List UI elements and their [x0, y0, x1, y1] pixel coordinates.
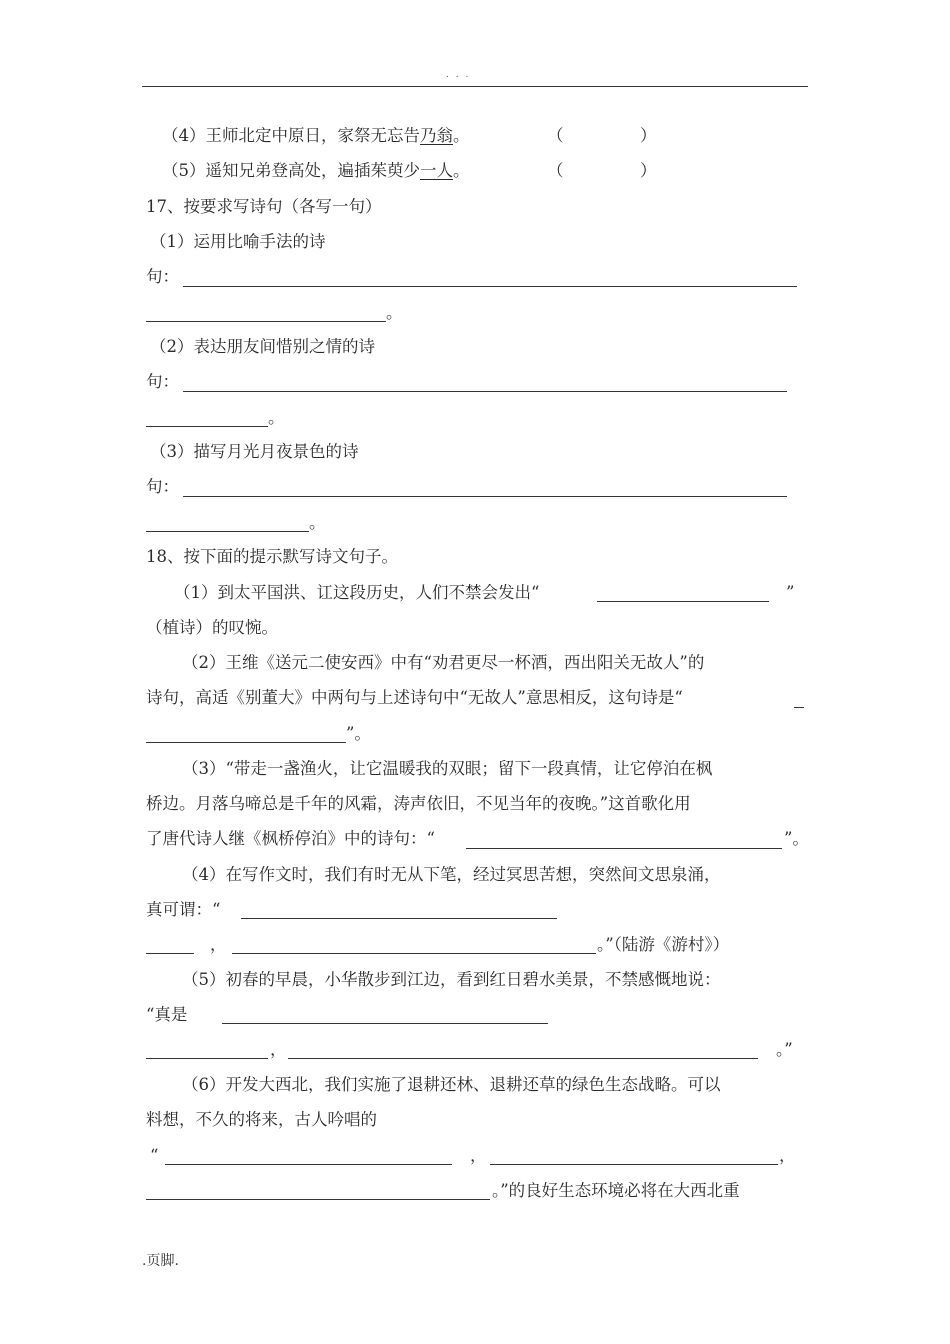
q17-sub2: （2）表达朋友间惜别之情的诗	[150, 337, 375, 356]
q18-p2b: 诗句，高适《别董大》中两句与上述诗句中“无故人”意思相反，这句诗是“	[146, 688, 683, 707]
q16-item4-underlined: 乃翁	[420, 126, 453, 145]
q18-p6e: ，	[779, 1146, 796, 1165]
q18-p3b: 桥边。月落乌啼总是千年的风霜，涛声依旧，不见当年的夜晚。”这首歌化用	[146, 794, 691, 813]
q18-p3c: 了唐代诗人继《枫桥停泊》中的诗句：“	[146, 829, 435, 848]
q17-ju1: 句：	[146, 267, 179, 286]
q17-sub1: （1）运用比喻手法的诗	[150, 232, 326, 251]
page-footer: .页脚.	[142, 1253, 179, 1269]
q17-sub3: （3）描写月光月夜景色的诗	[150, 442, 359, 461]
q18-p1-blank[interactable]	[597, 601, 769, 602]
q17-ju3: 句：	[146, 477, 179, 496]
q18-p6-blank2[interactable]	[490, 1164, 778, 1165]
q18-p3d: ”。	[784, 829, 809, 848]
q17-end1: 。	[386, 303, 403, 322]
q16-item5: （5）遥知兄弟登高处，遍插茱萸少一人。	[162, 161, 470, 180]
q16-item4: （4）王师北定中原日，家祭无忘告乃翁。	[162, 126, 470, 145]
q18-p6a: （6）开发大西北，我们实施了退耕还林、退耕还草的绿色生态战略。可以	[182, 1075, 721, 1094]
q18-p5a: （5）初春的早晨，小华散步到江边，看到红日碧水美景，不禁感慨地说：	[182, 970, 721, 989]
q17-answer3-line1[interactable]	[183, 496, 787, 497]
q17-answer2-line2[interactable]	[146, 426, 268, 427]
q17-answer2-line1[interactable]	[183, 391, 787, 392]
q17-end3: 。	[309, 513, 326, 532]
q18-p2a: （2）王维《送元二使安西》中有“劝君更尽一杯酒，西出阳关无故人”的	[182, 653, 705, 672]
q18-p2c: ”。	[346, 724, 371, 743]
header-dots: . . .	[446, 70, 471, 80]
q18-p4-blank2[interactable]	[146, 953, 194, 954]
q17-answer1-line2[interactable]	[146, 321, 386, 322]
q18-p1b: ”	[786, 583, 795, 602]
q18-p1a: （1）到太平国洪、讧这段历史，人们不禁会发出“	[174, 583, 540, 602]
q16-item5-paren-close: ）	[640, 161, 657, 180]
q18-p3-blank[interactable]	[466, 848, 782, 849]
q18-p6b: 料想，不久的将来，古人吟唱的	[146, 1110, 377, 1129]
q16-item4-paren-close: ）	[640, 126, 657, 145]
q17-ju2: 句：	[146, 372, 179, 391]
q18-p4a: （4）在写作文时，我们有时无从下笔，经过冥思苦想，突然间文思泉涌，	[182, 865, 721, 884]
q18-p6-blank1[interactable]	[165, 1164, 452, 1165]
q18-p6d: ，	[470, 1146, 487, 1165]
q18-p2-blank-start[interactable]	[794, 707, 804, 708]
q18-p5-blank3[interactable]	[288, 1058, 758, 1059]
q18-p6c: “	[150, 1146, 159, 1165]
q18-p2-blank[interactable]	[146, 742, 346, 743]
q18-p4-blank1[interactable]	[241, 918, 557, 919]
q17-end2: 。	[268, 408, 285, 427]
q16-item4-paren-open: （	[547, 126, 564, 145]
q18-p6f: 。”的良好生态环境必将在大西北重	[492, 1181, 740, 1200]
q18-p4b: 真可谓：“	[146, 900, 221, 919]
q17-answer1-line1[interactable]	[183, 286, 797, 287]
q18-p4c: ，	[210, 935, 227, 954]
q18-p3a: （3）“带走一盏渔火，让它温暖我的双眼；留下一段真情，让它停泊在枫	[182, 759, 713, 778]
q18-p4d: 。”（陆游《游村》）	[597, 935, 730, 954]
q18-title: 18、按下面的提示默写诗文句子。	[146, 547, 398, 566]
q17-answer3-line2[interactable]	[146, 531, 309, 532]
q18-p6-blank3[interactable]	[146, 1199, 490, 1200]
q18-p5c: ，	[270, 1040, 287, 1059]
q18-p5d: 。”	[776, 1040, 793, 1059]
q18-p4-blank3[interactable]	[232, 953, 596, 954]
q18-p5-blank1[interactable]	[222, 1023, 548, 1024]
q18-p5-blank2[interactable]	[146, 1058, 268, 1059]
q16-item5-paren-open: （	[547, 161, 564, 180]
q17-title: 17、按要求写诗句（各写一句）	[146, 197, 382, 216]
header-rule	[142, 86, 808, 87]
q18-p1c: （植诗）的叹惋。	[146, 618, 278, 637]
q18-p5b: “真是	[146, 1005, 188, 1024]
q16-item5-underlined: 一人	[420, 161, 453, 180]
